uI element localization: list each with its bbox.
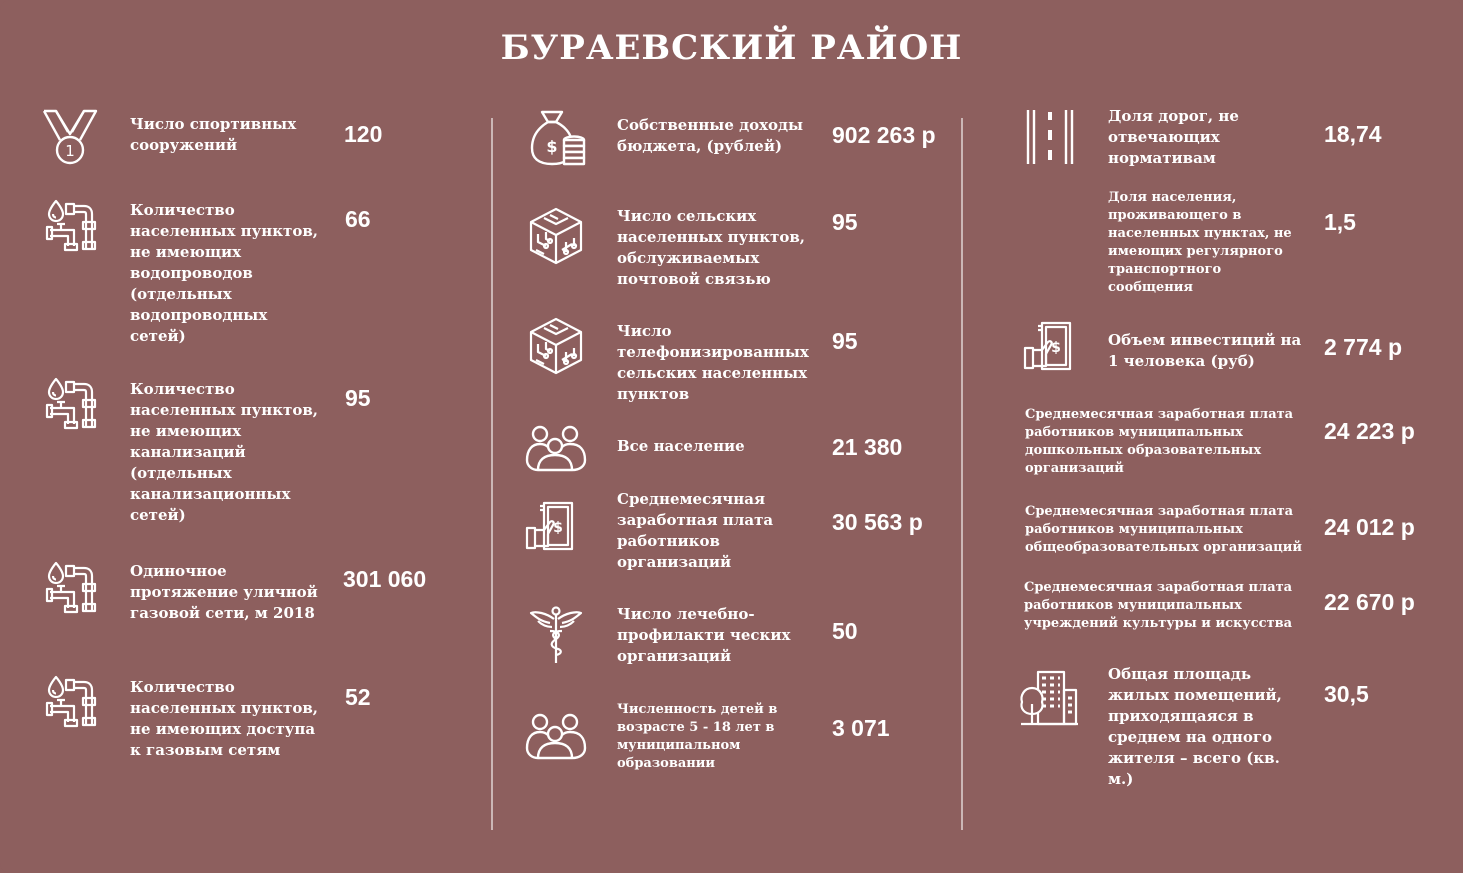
stat-label: Среднемесячная заработная плата работников муниципальных общеобразовательных организаций: [1025, 504, 1303, 555]
stat-label: Среднемесячная заработная плата работников муниципальных учреждений культуры и искусства: [1024, 580, 1293, 631]
stat-label: Объем инвестиций на 1 человека (руб): [1108, 331, 1302, 370]
stat-value: 95: [832, 209, 858, 235]
road-icon: [1024, 108, 1076, 166]
stat-value: 95: [832, 328, 858, 354]
circuit-cube-icon: [528, 316, 584, 376]
svg-text:$: $: [1051, 340, 1061, 356]
people-group-icon: [524, 424, 588, 472]
stat-label: Количество населенных пунктов, не имеющих водопроводов (отдельных водопроводных сетей): [130, 201, 318, 345]
stat-label: Число сельских населенных пунктов, обслуживаемых почтовой связью: [617, 207, 805, 288]
hand-money-icon: [1022, 320, 1076, 374]
stat-value: 30 563 р: [832, 509, 923, 535]
circuit-cube-icon: [528, 206, 584, 266]
building-tree-icon: [1018, 668, 1080, 728]
stat-value: 902 263 р: [832, 122, 936, 148]
money-bag-icon: [528, 108, 588, 168]
stat-value: 50: [832, 618, 858, 644]
stat-value: 18,74: [1324, 121, 1382, 147]
stat-label: Число лечебно-профилакти ческих организаций: [617, 605, 791, 665]
column-divider: [491, 118, 493, 830]
stat-value: 120: [344, 121, 383, 147]
stat-label: Общая площадь жилых помещений, приходящаяся в среднем на одного жителя – всего (кв. м.): [1108, 665, 1282, 788]
stat-label: Число телефонизированных сельских населенных пунктов: [617, 322, 809, 403]
pipes-icon: [44, 198, 98, 252]
stat-value: 52: [345, 684, 371, 710]
svg-text:$: $: [553, 520, 563, 536]
stat-value: 22 670 р: [1324, 589, 1415, 615]
stat-value: 1,5: [1324, 209, 1356, 235]
stat-value: 3 071: [832, 715, 890, 741]
caduceus-icon: [528, 605, 584, 665]
stat-label: Число спортивных сооружений: [130, 115, 297, 154]
page-title: БУРАЕВСКИЙ РАЙОН: [500, 28, 963, 68]
stat-label: Количество населенных пунктов, не имеющих канализаций (отдельных канализационных сетей): [130, 380, 318, 524]
stat-value: 95: [345, 385, 371, 411]
stat-label: Все население: [617, 437, 745, 455]
people-group-icon: [524, 712, 588, 760]
stat-value: 66: [345, 206, 371, 232]
pipes-icon: [44, 674, 98, 728]
pipes-icon: [44, 560, 98, 614]
stat-value: 301 060: [343, 566, 427, 592]
svg-text:$: $: [546, 137, 558, 156]
stat-label: Доля населения, проживающего в населенных пунктах, не имеющих регулярного транспортного сообщения: [1108, 190, 1292, 295]
stat-value: 24 223 р: [1324, 418, 1415, 444]
stat-label: Одиночное протяжение уличной газовой сети, м 2018: [130, 562, 318, 622]
stat-label: Численность детей в возрасте 5 - 18 лет в муниципальном образовании: [617, 702, 778, 771]
stat-value: 24 012 р: [1324, 514, 1415, 540]
svg-text:1: 1: [65, 142, 75, 160]
column-divider: [961, 118, 963, 830]
stat-label: Доля дорог, не отвечающих нормативам: [1108, 107, 1239, 167]
medal-icon: [40, 108, 100, 166]
stat-value: 2 774 р: [1324, 334, 1402, 360]
pipes-icon: [44, 376, 98, 430]
stat-label: Собственные доходы бюджета, (рублей): [617, 116, 804, 155]
hand-money-icon: [524, 500, 578, 554]
stat-label: Среднемесячная заработная плата работников муниципальных дошкольных образовательных организаций: [1025, 407, 1294, 476]
stat-value: 21 380: [832, 434, 903, 460]
stat-label: Количество населенных пунктов, не имеющих доступа к газовым сетям: [130, 678, 318, 759]
stat-label: Среднемесячная заработная плата работников организаций: [617, 490, 774, 571]
stat-value: 30,5: [1324, 681, 1369, 707]
